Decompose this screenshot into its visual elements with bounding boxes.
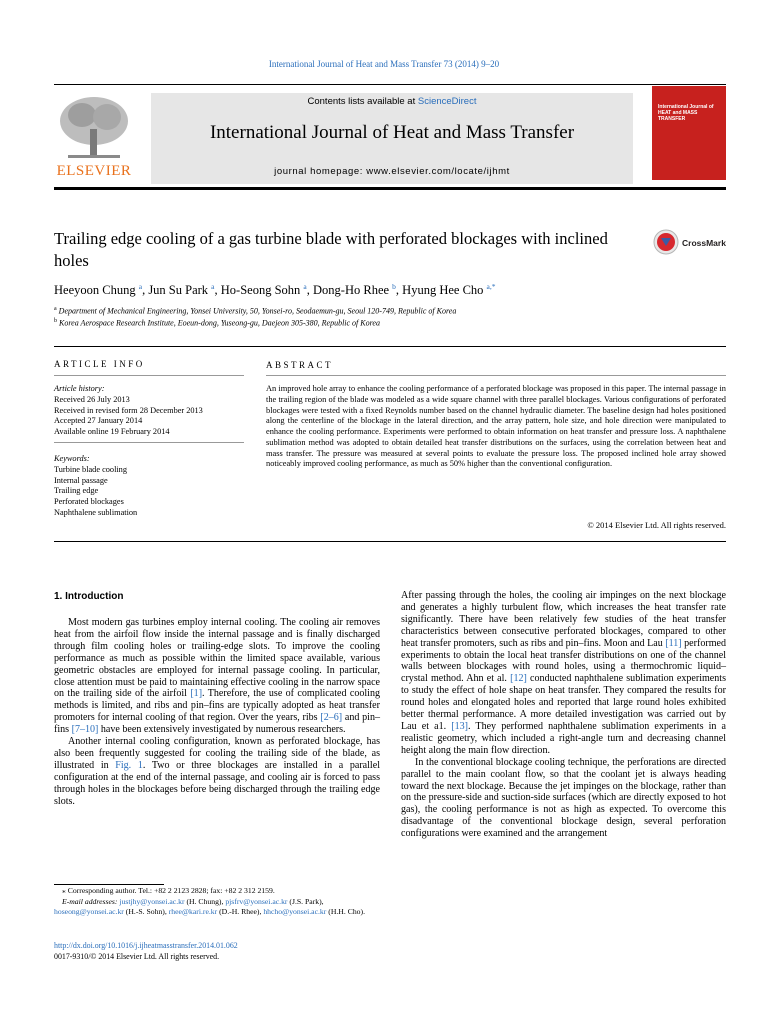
author-name: Jun Su Park [148,283,209,298]
author-name: Hyung Hee Cho [402,283,484,298]
text-run: In the conventional blockage cooling technique, the perforations are directed parallel to the main coolant flow, so that the coolant jet is always heading toward the next blockage. Because the jet impinges on the blockage, rather than on the pressure-side and suction-side surfaces (which are directly exposed to hot gas), the cooling performance is not as high as expected. To overcome this disadvantage of the conventional blockage design, several perforation configurations were examined and the arrangement [401,756,726,840]
email-addresses [54,897,380,918]
history-item: Accepted 27 January 2014 [54,416,143,426]
section-rule [54,346,726,347]
keyword-item: Perforated blockages [54,497,124,507]
citation-line[interactable]: International Journal of Heat and Mass Transfer 73 (2014) 9–20 [268,59,500,69]
contents-prefix: Contents lists available at [307,96,418,107]
homepage-url[interactable]: www.elsevier.com/locate/ijhmt [366,166,510,177]
history-item: Available online 19 February 2014 [54,427,170,437]
author-name: Ho-Seong Sohn [220,283,301,298]
history-item: Received 26 July 2013 [54,394,130,404]
reference-link[interactable]: [7–10] [71,724,99,736]
email-link[interactable]: justjhy@yonsei.ac.kr [119,896,185,906]
footnote-rule [54,884,164,885]
text-run: and pin–fins [54,712,380,736]
email-owner: (J.S. Park), [287,896,324,906]
section-heading-introduction: 1. Introduction [54,591,124,602]
email-label: E-mail addresses: [62,896,120,906]
crossmark-label[interactable]: CrossMark [682,238,726,248]
abstract-bottom-rule [54,541,726,542]
journal-title: International Journal of Heat and Mass Transfer [209,122,575,143]
journal-homepage [151,166,633,177]
reference-link[interactable]: [12] [510,673,527,685]
body-paragraph [401,590,726,757]
text-run: . They performed naphthalene sublimation experiments in a realistic geometry, which included a right-angle turn and decreasing channel height along the main flow direction. [401,720,726,756]
author-list: Heeyoon Chung $^a$, Jun Su Park $^a$, Ho-Seong Sohn $^a$, Dong-Ho Rhee $^b$, Hyung Hee Cho $^{a,*}$ [54,282,496,298]
article-title: Trailing edge cooling of a gas turbine blade with perforated blockages with inclined holes [54,229,608,270]
article-info-heading: ARTICLE INFO [54,359,145,369]
doi-link[interactable]: http://dx.doi.org/10.1016/j.ijheatmasstransfer.2014.01.062 [54,941,238,950]
body-column-left [54,617,380,808]
figure-link[interactable]: Fig. 1 [115,759,143,771]
email-owner: (H. Chung), [184,896,226,906]
elsevier-wordmark: ELSEVIER [56,163,132,179]
keyword-item: Naphthalene sublimation [54,507,138,517]
info-rule [54,375,244,376]
homepage-prefix: journal homepage: [274,166,367,177]
email-link[interactable]: hhcho@yonsei.ac.kr [263,907,327,916]
keywords [54,454,244,519]
affiliation-mark: b [54,318,57,324]
crossmark-icon[interactable] [653,229,679,255]
abstract-copyright: © 2014 Elsevier Ltd. All rights reserved. [587,520,726,530]
author-affil-mark[interactable]: a [138,282,143,291]
author-name: Heeyoon Chung [54,283,136,298]
author-affil-mark[interactable]: a,* [486,282,496,291]
text-run: performed experiments to obtain the local heat transfer distributions on one of the channel walls between blockages with round holes, using a thermochromic liquid–crystal method. Ahn et al. [401,637,726,685]
text-run: After passing through the holes, the cooling air impinges on the next blockage and generates a highly turbulent flow, which increases the heat transfer rate significantly. There have been relatively few studies of the heat transfer characteristics between consecutive perforated blockages, compared to other heat transfer promoters, such as ribs and pin–fins. Moon and Lau [401,590,726,649]
text-run: Another internal cooling configuration, known as perforated blockage, has also been frequently suggested for cooling the trailing side of the blade, as illustrated in [54,736,380,771]
corresponding-author-note: ⁎ Corresponding author. Tel.: +82 2 2123 2828; fax: +82 2 312 2159. [62,886,275,895]
email-link[interactable]: rhee@kari.re.kr [168,907,218,916]
body-paragraph [401,757,726,840]
footnote [54,886,380,918]
reference-link[interactable]: [13] [451,720,468,732]
keywords-label: Keywords: [54,454,90,463]
header-top-rule [54,84,726,85]
text-run: Most modern gas turbines employ internal cooling. The cooling air removes heat from the airfoil flow inside the internal passage and is finally discharged through film cooling holes or trailing-edge slots. To improve the cooling performance as much as possible within the limited space available, various geometric obstacles are employed for internal passage cooling. In particular, close attention must be paid to maintaining effective cooling in the narrow space on the trailing side of the airfoil [54,617,380,700]
affiliation-mark: a [54,306,57,312]
keyword-item: Turbine blade cooling [54,464,127,474]
history-label: Article history: [54,384,105,393]
abstract-heading: ABSTRACT [266,360,334,370]
abstract-rule [266,375,726,376]
sciencedirect-link[interactable]: ScienceDirect [417,96,477,107]
affiliation-a [54,306,726,316]
keywords-rule [54,442,244,443]
affiliation-text: Korea Aerospace Research Institute, Eoeun-dong, Yuseong-gu, Daejeon 305-380, Republic of Korea [59,318,380,328]
author-affil-mark[interactable]: b [392,282,396,291]
journal-cover-image [652,86,726,180]
text-run: have been extensively investigated by numerous researchers. [98,724,346,736]
history-item: Received in revised form 28 December 2013 [54,405,203,415]
keyword-item: Internal passage [54,475,108,485]
email-link[interactable]: pjsfrv@yonsei.ac.kr [225,896,288,906]
body-column-right [401,590,726,840]
email-owner: (D.-H. Rhee), [217,907,264,916]
reference-link[interactable]: [1] [190,688,203,700]
author-name: Dong-Ho Rhee [313,283,390,298]
author-affil-mark[interactable]: a [303,282,307,291]
keyword-item: Trailing edge [54,486,99,496]
text-run: . Therefore, the use of complicated cooling methods is limited, and ribs and pin–fins are typically adopted as heat transfer promoters for internal cooling of that region. Over the years, ribs [54,688,380,724]
header-bottom-rule [54,187,726,190]
body-paragraph [54,617,380,736]
contents-line [151,96,633,107]
affiliation-b [54,318,726,328]
text-run: conducted naphthalene sublimation experiments to study the effect of hole shape on heat transfer. They compared the results for round holes and elongated holes and reported that large round holes exhibited better thermal performance. A more detailed investigation was carried out by Lau et a1. [401,673,726,732]
author-affil-mark[interactable]: a [211,282,215,291]
journal-cover-text: International Journal of HEAT and MASS TRANSFER [658,104,714,122]
email-link[interactable]: hoseong@yonsei.ac.kr [54,907,124,916]
email-owner: (H.H. Cho). [326,907,365,916]
abstract-text: An improved hole array to enhance the cooling performance of a perforated blockage was proposed in this paper. The internal passage in the trailing region of the blade was modeled as a wide square channel with three parallel blockages. Various configurations of perforated blockages were tested with a fixed Reynolds number based on the channel hydraulic diameter. The baseline design had holes positioned along the centerline of the blockage in the lateral direction, and the array pattern, hole size, and hole direction were manipulated to enhance the cooling performance. Experiments were performed to obtain information on heat transfer and pressure loss. A naphthalene sublimation method was adopted to obtain detailed heat transfer distributions on the surfaces, using the correlation between heat and mass transfer. The pressure was measured at several points to evaluate the pressure loss. The proposed inclined hole array showed noticeably improved cooling performance, as much as 50% higher than the conventional configuration. [266,384,726,469]
affiliation-text: Department of Mechanical Engineering, Yonsei University, 50, Yonsei-ro, Seodaemun-gu, Seoul 120-749, Republic of Korea [58,306,457,316]
article-history [54,384,244,438]
email-owner: (H.-S. Sohn), [123,907,169,916]
issn-copyright: 0017-9310/© 2014 Elsevier Ltd. All rights reserved. [54,952,220,961]
text-run: . Two or three blockages are installed in a parallel configuration at the end of the internal passage, and cooling air is forced to pass through holes in the blockages before being discharged through the trailing edge slots. [54,759,380,807]
reference-link[interactable]: [2–6] [320,712,343,724]
reference-link[interactable]: [11] [665,637,682,649]
body-paragraph [54,736,380,807]
